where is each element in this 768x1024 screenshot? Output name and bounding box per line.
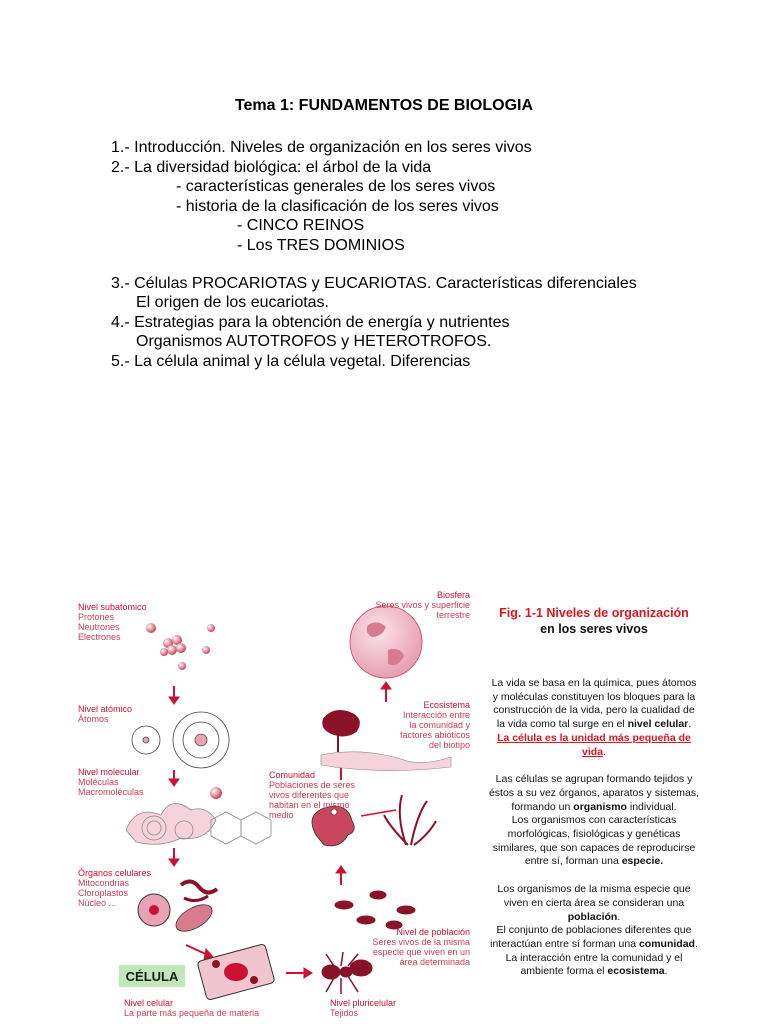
label-organos-celulares: Órganos celulares Mitocondrias Cloroplastos Núcleo ... <box>78 868 152 908</box>
arrow-down-icon <box>169 686 179 704</box>
arrow-down-icon <box>169 848 179 866</box>
caption-paragraph-4: Los organismos de la misma especie que viven en cierta área se consideran una población. <box>497 883 691 923</box>
caption-highlight: La célula es la unidad más pequeña de vida <box>497 731 691 758</box>
label-nivel-atomico: Nivel atómico Átomos <box>78 704 133 724</box>
plant-icon <box>384 795 436 845</box>
label-comunidad: Comunidad Poblaciones de seres vivos diferentes que habitan en el mismo medio <box>269 770 356 820</box>
label-biosfera: Biosfera Seres vivos y superficie terrestre <box>375 590 470 620</box>
outline-item-3: 3.- Células PROCARIOTAS y EUCARIOTAS. Características diferenciales <box>111 274 637 292</box>
page-title: Tema 1: FUNDAMENTOS DE BIOLOGIA <box>234 97 534 114</box>
arrow-down-icon <box>169 770 179 786</box>
label-nivel-subatomico: Nivel subatómico Protones Neutrones Electrones <box>78 602 147 642</box>
label-nivel-poblacion: Nivel de población Seres vivos de la misma especie que viven en un área determinada <box>372 927 470 967</box>
outline-subitem-2a: - características generales de los seres vivos <box>176 178 496 196</box>
caption-paragraph-5: El conjunto de poblaciones diferentes que interactúan entre sí forman una comunidad. La interacción entre la comunidad y el ambiente forma el ecosistema. <box>490 924 698 978</box>
celula-label-box: CÉLULA <box>119 965 185 987</box>
label-nivel-celular: Nivel celular La parte más pequeña de materia <box>124 998 260 1018</box>
outline-subitem-cinco-reinos: - CINCO REINOS <box>237 217 365 235</box>
label-ecosistema: Ecosistema Interacción entre la comunidad y factores abióticos del biotipo <box>399 700 470 750</box>
topic-outline <box>111 138 637 372</box>
outline-item-1: 1.- Introducción. Niveles de organización en los seres vivos <box>111 139 532 156</box>
outline-subitem-tres-dominios: - Los TRES DOMINIOS <box>237 236 405 254</box>
outline-item-5: 5.- La célula animal y la célula vegetal. Diferencias <box>111 352 471 370</box>
outline-subitem-4a: Organismos AUTOTROFOS y HETEROTROFOS. <box>136 333 492 351</box>
arrow-up-icon <box>381 682 391 702</box>
ant-icon <box>322 952 372 994</box>
outline-subitem-2b: - historia de la clasificación de los seres vivos <box>176 197 499 215</box>
levels-of-organization-figure <box>76 580 476 1024</box>
arrow-right-icon <box>286 968 312 978</box>
figure-caption <box>488 606 700 636</box>
caption-body <box>488 677 700 979</box>
outline-subitem-3a: El origen de los eucariotas. <box>136 294 329 312</box>
outline-item-4: 4.- Estrategias para la obtención de energía y nutrientes <box>111 313 510 331</box>
arrow-up-icon <box>336 866 346 885</box>
outline-item-2: 2.- La diversidad biológica: el árbol de la vida <box>111 158 432 176</box>
label-nivel-molecular: Nivel molecular Moléculas Macromoléculas <box>78 767 144 797</box>
caption-title: Fig. 1-1 Niveles de organización <box>499 606 689 620</box>
arrow-right-icon <box>186 945 214 960</box>
subatomic-particles-icon <box>146 623 215 670</box>
caption-paragraph-3: Los organismos con características morfológicas, fisiológicas y genéticas similares, que son capaces de reproducirse entre sí, forman una especie. <box>492 814 696 868</box>
caption-paragraph-1: La vida se basa en la química, pues átomos y moléculas constituyen los bloques para la construcción de la vida, pero la cualidad de la vida como tal surge en el nivel celular. La célula es la unidad más pequeña de vida. <box>491 677 697 758</box>
ant-population-icon <box>335 891 415 929</box>
caption-paragraph-2: Las células se agrupan formando tejidos y éstos a su vez órganos, aparatos y sistemas, formando un organismo individual. <box>488 773 700 813</box>
caption-subtitle: en los seres vivos <box>540 622 648 636</box>
atom-icon <box>132 712 229 768</box>
molecule-icon <box>126 787 271 844</box>
label-nivel-pluricelular: Nivel pluricelular Tejidos <box>330 998 397 1018</box>
